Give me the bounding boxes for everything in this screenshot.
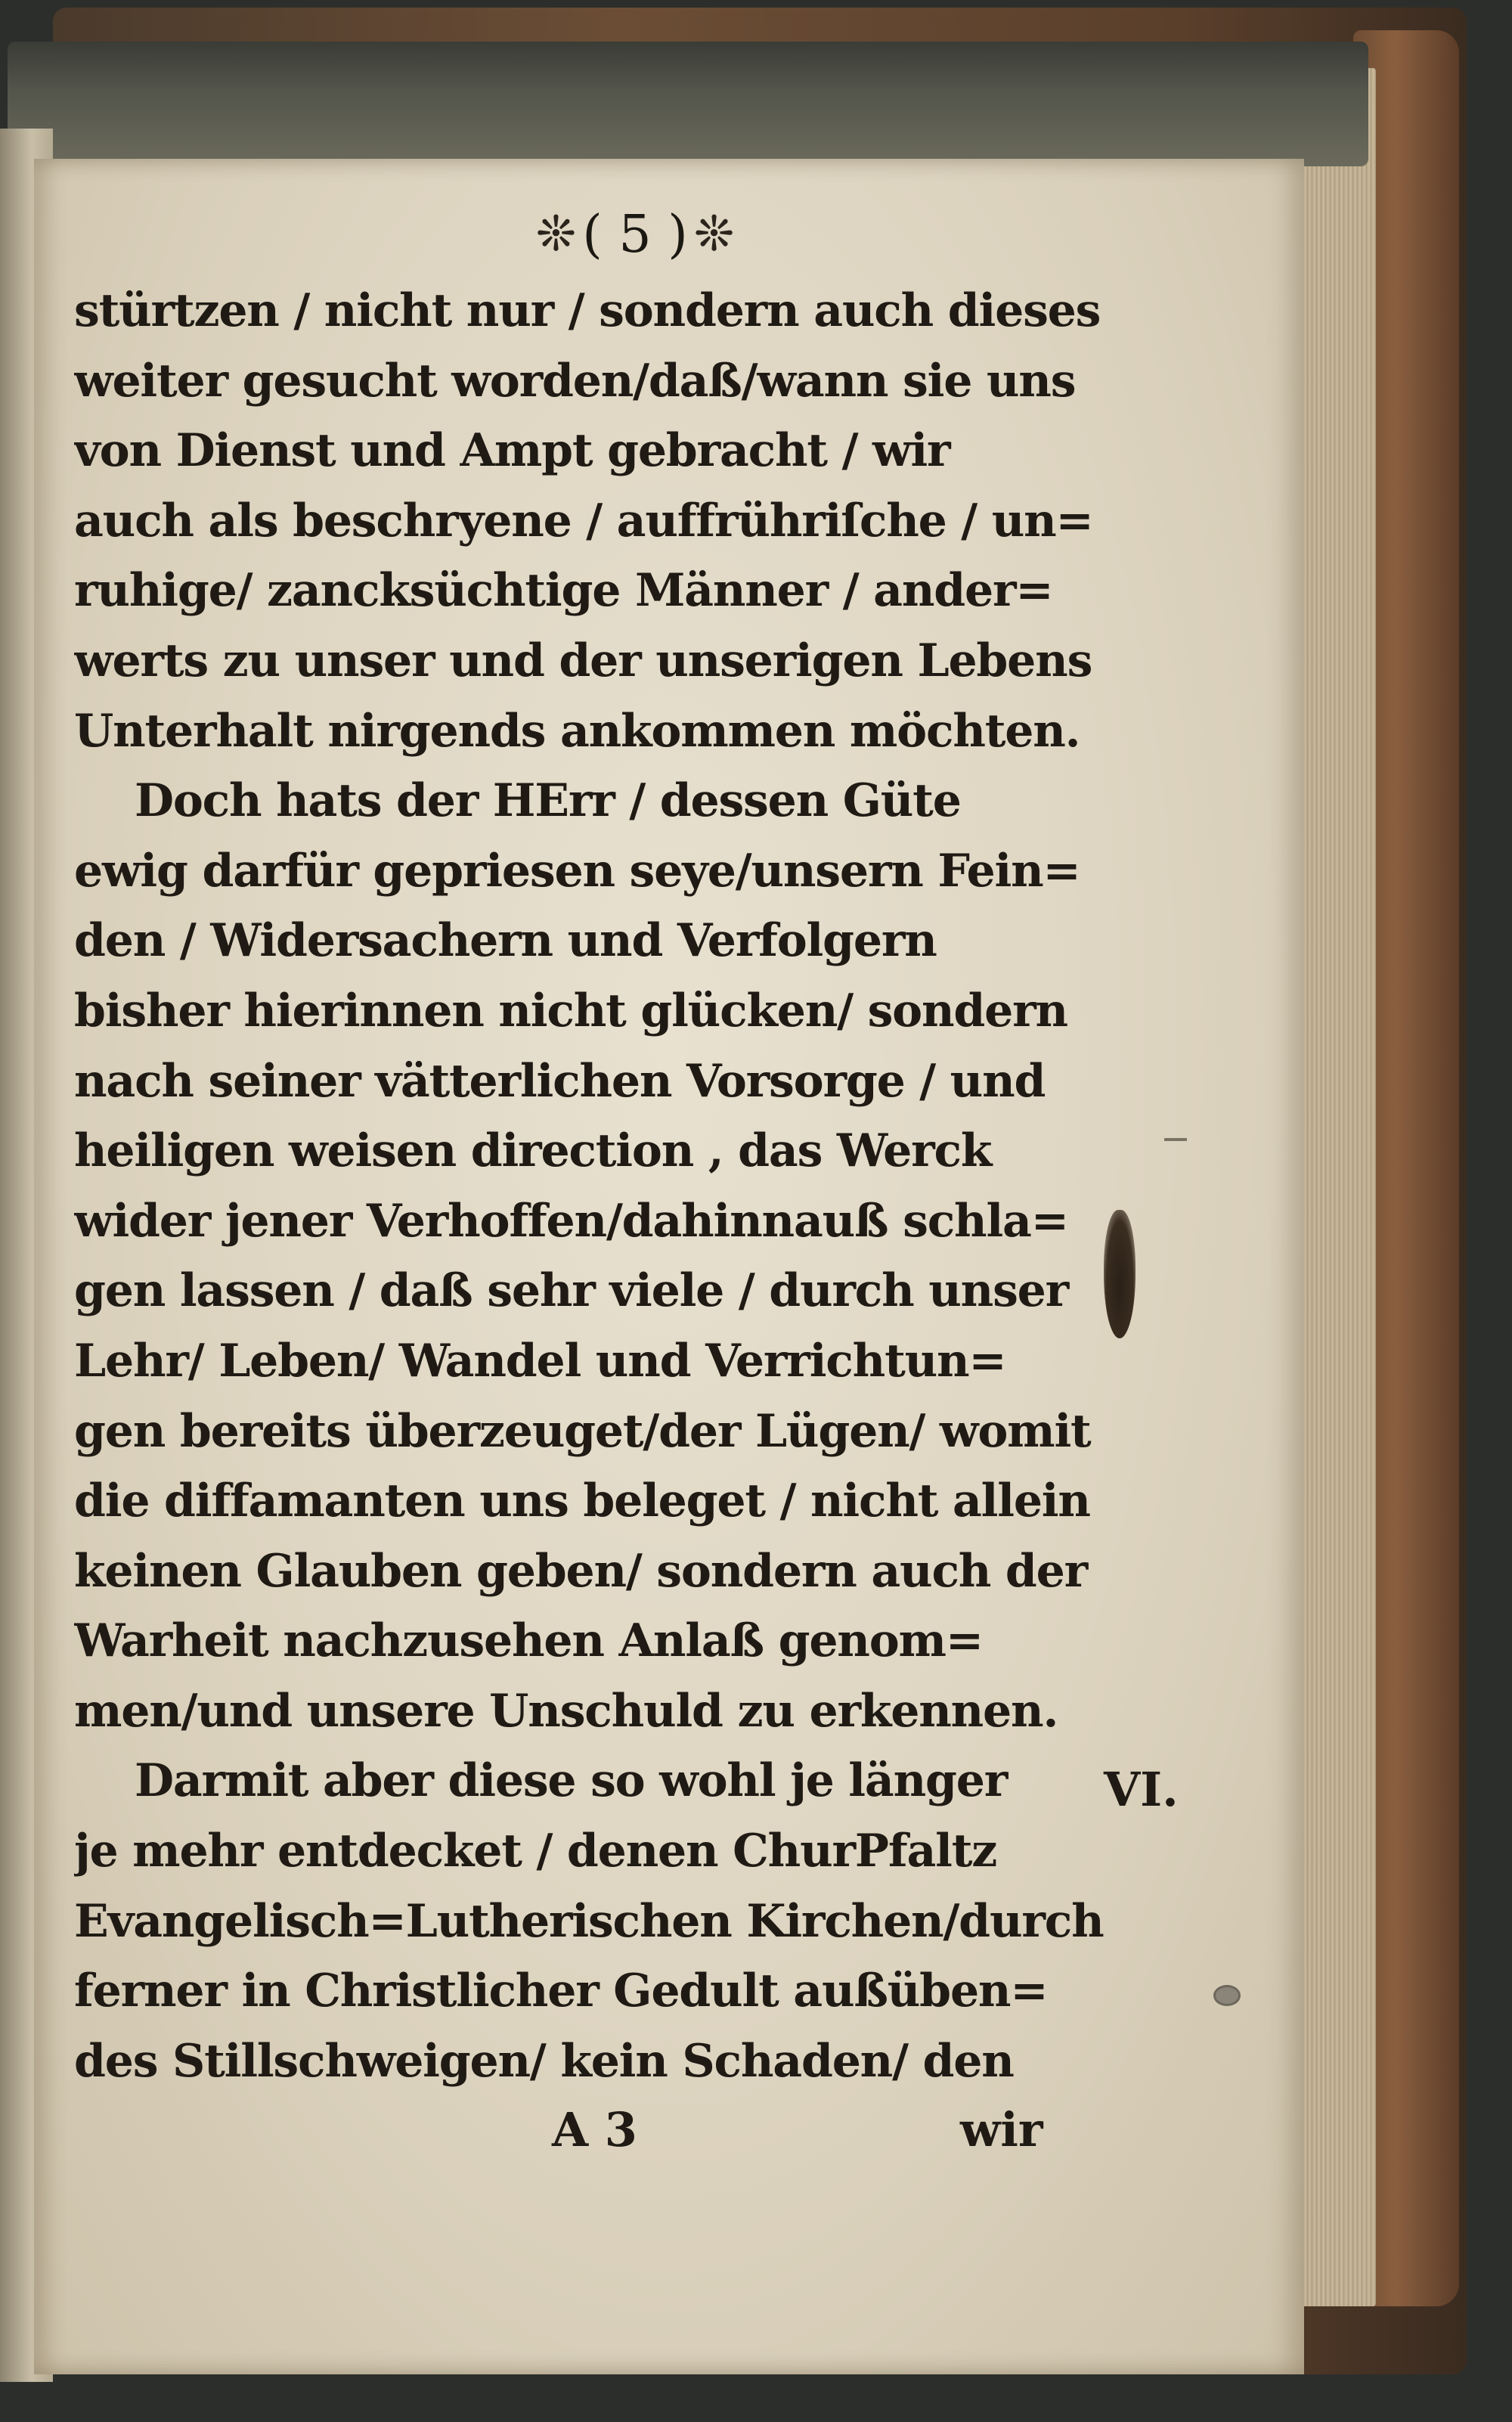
text-line: weiter gesucht worden/daß/wann sie uns	[74, 354, 1076, 408]
pin-hole	[1213, 1985, 1241, 2006]
text-line: den / Widersachern und Verfolgern	[74, 914, 937, 968]
catchword: wir	[960, 2102, 1043, 2157]
text-line: stürtzen / nicht nur / sondern auch dieses	[74, 284, 1101, 337]
text-line: wider jener Verhoffen/dahinnauß schla=	[74, 1194, 1068, 1248]
text-line: Unterhalt nirgends ankommen möchten.	[74, 704, 1080, 758]
text-line: heiligen weisen direction , das Werck	[74, 1124, 992, 1178]
text-line: Warheit nachzusehen Anlaß genom=	[74, 1614, 983, 1668]
text-line: ruhige/ zancksüchtige Männer / ander=	[74, 564, 1053, 618]
text-line: keinen Glauben geben/ sondern auch der	[74, 1544, 1088, 1598]
book-top-edge	[8, 42, 1368, 166]
text-line: Doch hats der HErr / dessen Güte	[135, 774, 961, 828]
text-line: men/und unsere Unschuld zu erkennen.	[74, 1684, 1058, 1738]
text-line: auch als beschryene / auffrühriſche / un=	[74, 494, 1093, 547]
text-line: Evangelisch=Lutherischen Kirchen/durch	[74, 1894, 1104, 1948]
text-line: gen bereits überzeuget/der Lügen/ womit	[74, 1404, 1091, 1458]
signature-mark: A 3	[552, 2102, 637, 2157]
text-line: bisher hierinnen nicht glücken/ sondern	[74, 984, 1067, 1037]
margin-note: VI.	[1104, 1762, 1179, 1817]
text-line: Lehr/ Leben/ Wandel und Verrichtun=	[74, 1334, 1006, 1388]
text-line: ferner in Christlicher Gedult außüben=	[74, 1965, 1048, 2018]
body-text	[74, 276, 1117, 2096]
text-line: werts zu unser und der unserigen Lebens	[74, 634, 1092, 687]
text-line: nach seiner vätterlichen Vorsorge / und	[74, 1054, 1046, 1108]
text-line: je mehr entdecket / denen ChurPfaltz	[74, 1825, 997, 1878]
text-line: von Dienst und Ampt gebracht / wir	[74, 424, 950, 478]
margin-dash	[1164, 1138, 1187, 1141]
text-line: des Stillschweigen/ kein Schaden/ den	[74, 2034, 1014, 2088]
text-line: gen lassen / daß sehr viele / durch unser	[74, 1264, 1069, 1318]
text-line: die diffamanten uns beleget / nicht allein	[74, 1475, 1090, 1528]
page-number: ( 5 )	[582, 204, 688, 265]
text-line: Darmit aber diese so wohl je länger	[135, 1754, 1008, 1808]
ornament-left-icon: ❊	[535, 206, 577, 262]
ink-stain	[1104, 1210, 1136, 1338]
ornament-right-icon: ❊	[693, 206, 735, 262]
text-line: ewig darfür gepriesen seye/unsern Fein=	[74, 844, 1080, 898]
page-header	[423, 193, 847, 276]
